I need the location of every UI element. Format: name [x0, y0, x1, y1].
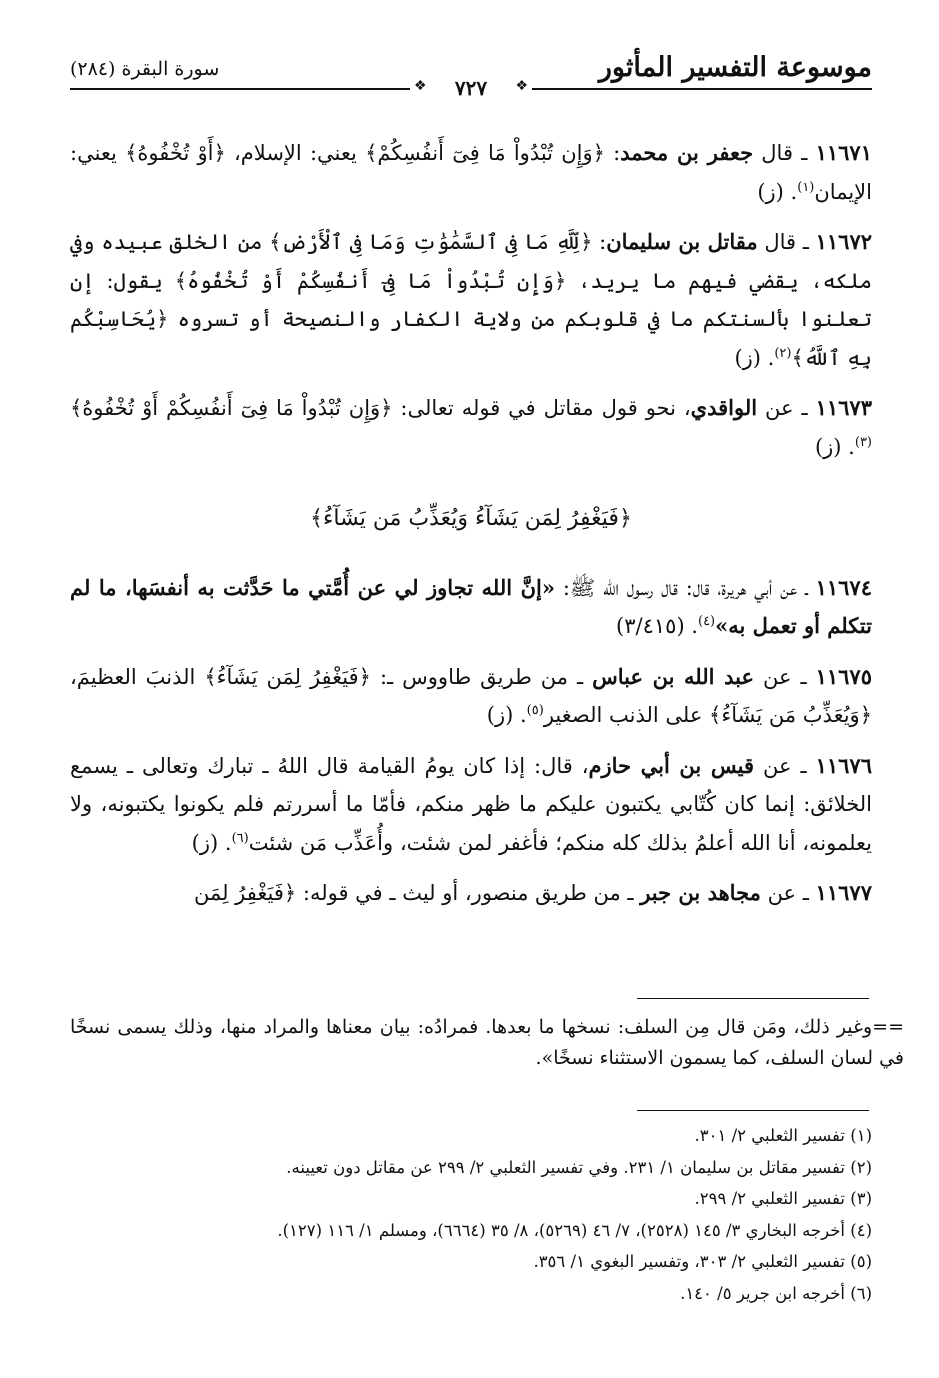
- entry-number: ١١٦٧٧: [815, 880, 872, 905]
- ornament-left-icon: ❖: [414, 78, 427, 94]
- entry-11674: ١١٦٧٤ ـ عن أبي هريرة، قال: قال رسول الله ﷺ: «إنَّ الله تجاوز لي عن أُمَّتي ما حَدَّثت به أنفسَها، ما لم تتكلم أو تعمل به»$^{(٤)}$. (٣/٤١٥): [70, 574, 872, 638]
- footnote-ref: (٤): [697, 614, 716, 629]
- continued-footnote: ==وغير ذلك، ومَن قال مِن السلف: نسخها ما بعدها. فمرادُه: بيان معناها والمراد منها، وذلك يسمى نسخًا في لسان السلف، كما يسمون الاستثناء نسخًا».: [70, 1016, 904, 1069]
- footnote-divider-top: [637, 998, 869, 999]
- entry-text: : ﴿لِّلَّهِ مَا فِى ٱلسَّمَٰوَٰتِ وَمَا فِى ٱلْأَرْضِ﴾ من الخلق عبيده وفي ملكه، يقضي فيهم ما يريد، ﴿وَإِن تُبْدُواْ مَا فِىٓ أَنفُسِكُمْ أَوْ تُخْفُوهُ﴾ يقول: إن تعلنوا بألسنتكم ما في قلوبكم من ولاية الكفار والنصيحة أو تسروه ﴿يُحَاسِبْكُم بِهِ ٱللَّهُ﴾: [70, 230, 872, 370]
- narrator-name: الواقدي: [690, 395, 758, 420]
- main-text: [70, 134, 872, 925]
- page-number: ٧٢٧: [70, 76, 872, 100]
- footnote-ref: (٥): [526, 703, 544, 718]
- entry-number: ١١٦٧١: [815, 140, 872, 165]
- footnote-ref: (٦): [231, 830, 249, 846]
- narrator-name: جعفر بن محمد: [620, 140, 754, 165]
- entry-text: ، نحو قول مقاتل في قوله تعالى: ﴿وَإِن تُبْدُواْ مَا فِىٓ أَنفُسِكُمْ أَوْ تُخْفُوهُ﴾: [70, 396, 691, 420]
- hadith-text: «إنَّ الله تجاوز لي عن أُمَّتي ما حَدَّثت به أنفسَها، ما لم تتكلم أو تعمل به»: [70, 574, 872, 638]
- footnote-divider: [637, 1110, 869, 1111]
- footnote-ref: (١): [797, 179, 815, 195]
- entry-11671: ١١٦٧١ ـ قال جعفر بن محمد: ﴿وَإِن تُبْدُواْ مَا فِىٓ أَنفُسِكُمْ﴾ يعني: الإسلام، ﴿أَوْ تُخْفُوهُ﴾ يعني: الإيمان$^{(١)}$. (ز): [70, 140, 872, 204]
- entry-11675: ١١٦٧٥ ـ عن عبد الله بن عباس ـ من طريق طاووس ـ: ﴿فَيَغْفِرُ لِمَن يَشَآءُ﴾ الذنبَ العظيمَ، ﴿وَيُعَذِّبُ مَن يَشَآءُ﴾ على الذنب الصغير$^{(٥)}$. (ز): [70, 663, 872, 727]
- entry-text: ـ من طريق طاووس ـ: ﴿فَيَغْفِرُ لِمَن يَشَآءُ﴾ الذنبَ العظيمَ، ﴿وَيُعَذِّبُ مَن يَشَآءُ﴾ على الذنب الصغير: [70, 664, 872, 727]
- footnote-ref: (٢): [774, 345, 792, 361]
- surah-label: سورة البقرة (٢٨٤): [70, 58, 220, 80]
- footnote-ref: (٣): [854, 434, 872, 450]
- entry-number: ١١٦٧٤: [815, 574, 872, 600]
- narrator-name: عبد الله بن عباس: [592, 663, 754, 689]
- entry-11672: ١١٦٧٢ ـ قال مقاتل بن سليمان: ﴿لِّلَّهِ مَا فِى ٱلسَّمَٰوَٰتِ وَمَا فِى ٱلْأَرْضِ﴾ من الخلق عبيده وفي ملكه، يقضي فيهم ما يريد، ﴿وَإِن تُبْدُواْ مَا فِىٓ أَنفُسِكُمْ أَوْ تُخْفُوهُ﴾ يقول: إن تعلنوا بألسنتكم ما في قلوبكم من ولاية الكفار والنصيحة أو تسروه ﴿يُحَاسِبْكُم بِهِ ٱللَّهُ﴾$^{(٢)}$. (ز): [70, 229, 873, 370]
- entry-11677: ١١٦٧٧ ـ عن مجاهد بن جبر ـ من طريق منصور، أو ليث ـ في قوله: ﴿فَيَغْفِرُ لِمَن: [193, 880, 872, 905]
- entry-text: ، قال: إذا كان يومُ القيامة قال اللهُ ـ تبارك وتعالى ـ يسمع الخلائق: إنما كان كُتّابي يكتبون عليكم ما ظهر منكم، فأمّا ما أسررتم فلم يكونوا يكتبونه، ولا يعلمونه، أنا الله أعلمُ بذلك كله منكم؛ فأغفر لمن شئت، وأُعَذِّب مَن شئت: [70, 753, 872, 855]
- narrator-name: مجاهد بن جبر: [640, 880, 761, 905]
- footnote-3: (٣) تفسير الثعلبي ٢/ ٢٩٩.: [694, 1189, 872, 1208]
- footnote-6: (٦) أخرجه ابن جرير ٥/ ١٤٠.: [680, 1283, 872, 1303]
- entry-text: ـ من طريق منصور، أو ليث ـ في قوله: ﴿فَيَغْفِرُ لِمَن: [193, 881, 641, 905]
- entry-11676: ١١٦٧٦ ـ عن قيس بن أبي حازم، قال: إذا كان يومُ القيامة قال اللهُ ـ تبارك وتعالى ـ يسمع الخلائق: إنما كان كُتّابي يكتبون عليكم ما ظهر منكم، فأمّا ما أسررتم فلم يكونوا يكتبونه، ولا يعلمونه، أنا الله أعلمُ بذلك كله منكم؛ فأغفر لمن شئت، وأُعَذِّب مَن شئت$^{(٦)}$. (ز): [70, 752, 872, 855]
- verse-heading: ﴿فَيَغْفِرُ لِمَن يَشَآءُ وَيُعَذِّبُ مَن يَشَآءُ﴾: [310, 506, 632, 531]
- entry-number: ١١٦٧٦: [815, 752, 872, 778]
- narrator-name: قيس بن أبي حازم: [588, 752, 755, 778]
- entry-number: ١١٦٧٣: [815, 395, 872, 420]
- entry-11673: ١١٦٧٣ ـ عن الواقدي، نحو قول مقاتل في قوله تعالى: ﴿وَإِن تُبْدُواْ مَا فِىٓ أَنفُسِكُمْ أَوْ تُخْفُوهُ﴾$^{(٣)}$. (ز): [70, 395, 872, 459]
- footnote-1: (١) تفسير الثعلبي ٢/ ٣٠١.: [694, 1126, 872, 1145]
- ornament-right-icon: ❖: [515, 78, 528, 94]
- entry-number: ١١٦٧٢: [815, 229, 873, 254]
- footnote-5: (٥) تفسير الثعلبي ٢/ ٣٠٣، وتفسير البغوي ١/ ٣٥٦.: [533, 1252, 872, 1271]
- entry-number: ١١٦٧٥: [815, 663, 872, 689]
- book-title: موسوعة التفسير المأثور: [598, 52, 872, 83]
- narrator-name: مقاتل بن سليمان: [606, 229, 758, 254]
- footnotes: [70, 1120, 872, 1309]
- entry-text: : ﴿وَإِن تُبْدُواْ مَا فِىٓ أَنفُسِكُمْ﴾ يعني: الإسلام، ﴿أَوْ تُخْفُوهُ﴾ يعني: الإيمان: [70, 141, 872, 204]
- footnote-2: (٢) تفسير مقاتل بن سليمان ١/ ٢٣١. وفي تفسير الثعلبي ٢/ ٢٩٩ عن مقاتل دون تعيينه.: [286, 1157, 872, 1177]
- page-header: [70, 52, 872, 100]
- footnote-4: (٤) أخرجه البخاري ٣/ ١٤٥ (٢٥٢٨)، ٧/ ٤٦ (٥٢٦٩)، ٨/ ٣٥ (٦٦٦٤)، ومسلم ١/ ١١٦ (١٢٧).: [277, 1220, 872, 1240]
